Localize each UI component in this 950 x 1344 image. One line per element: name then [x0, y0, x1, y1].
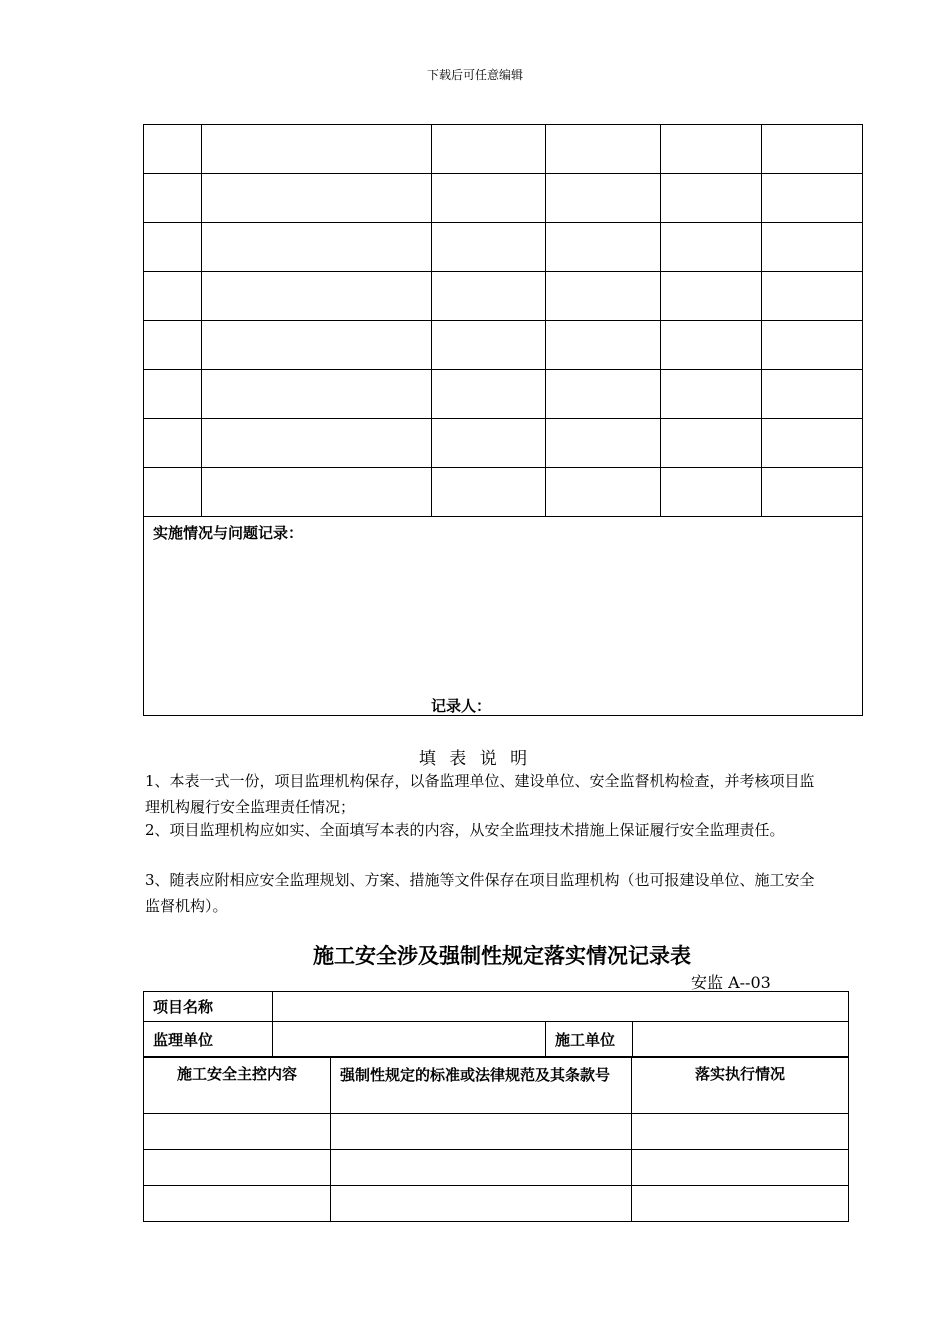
table-cell[interactable]	[661, 223, 762, 272]
header-note: 下载后可任意编辑	[426, 68, 523, 82]
table-cell[interactable]	[202, 223, 432, 272]
table-cell[interactable]	[144, 1186, 331, 1222]
construction-unit-field[interactable]	[633, 1022, 849, 1057]
notes-label: 实施情况与问题记录：	[153, 524, 304, 542]
table-cell[interactable]	[144, 174, 202, 223]
project-info-table	[143, 991, 849, 1057]
table-row	[144, 1114, 849, 1150]
table-cell[interactable]	[202, 272, 432, 321]
table-cell[interactable]	[546, 321, 661, 370]
table-cell[interactable]	[202, 370, 432, 419]
table-cell[interactable]	[661, 370, 762, 419]
table-cell[interactable]	[331, 1150, 632, 1186]
instruction-item-2: 2、项目监理机构应如实、全面填写本表的内容，从安全监理技术措施上保证履行安全监理责任。	[145, 821, 785, 839]
table-cell[interactable]	[432, 370, 546, 419]
instruction-item-3: 3、随表应附相应安全监理规划、方案、措施等文件保存在项目监理机构（也可报建设单位、施工安全监督机构）。	[145, 871, 815, 915]
table-row	[144, 1186, 849, 1222]
table-cell[interactable]	[762, 419, 863, 468]
table-cell[interactable]	[762, 174, 863, 223]
table-cell[interactable]	[432, 174, 546, 223]
project-name-field[interactable]	[273, 992, 849, 1022]
table-row	[144, 468, 863, 517]
construction-unit-label: 施工单位	[546, 1022, 633, 1057]
table-cell[interactable]	[661, 174, 762, 223]
table-row	[144, 370, 863, 419]
control-items-table	[143, 1057, 849, 1222]
form-code: 安监 A--03	[691, 973, 771, 992]
table-cell[interactable]	[546, 370, 661, 419]
table-cell[interactable]	[762, 321, 863, 370]
notes-cell[interactable]	[144, 517, 863, 716]
table-cell[interactable]	[632, 1150, 849, 1186]
table-row	[144, 223, 863, 272]
table-cell[interactable]	[432, 321, 546, 370]
table-cell[interactable]	[762, 272, 863, 321]
table-cell[interactable]	[432, 419, 546, 468]
table-cell[interactable]	[432, 125, 546, 174]
table-cell[interactable]	[546, 125, 661, 174]
table-cell[interactable]	[144, 1114, 331, 1150]
table-cell[interactable]	[144, 321, 202, 370]
record-table	[143, 124, 863, 716]
table-cell[interactable]	[202, 174, 432, 223]
table-cell[interactable]	[546, 272, 661, 321]
table-cell[interactable]	[202, 468, 432, 517]
table-cell[interactable]	[144, 223, 202, 272]
table-cell[interactable]	[661, 125, 762, 174]
column-header-control-content: 施工安全主控内容	[144, 1058, 331, 1114]
instruction-item-1: 1、本表一式一份，项目监理机构保存，以备监理单位、建设单位、安全监督机构检查，并考核项目监理机构履行安全监理责任情况；	[145, 772, 815, 816]
table-cell[interactable]	[202, 321, 432, 370]
table-cell[interactable]	[661, 272, 762, 321]
table-row	[144, 125, 863, 174]
table-cell[interactable]	[762, 468, 863, 517]
table-cell[interactable]	[144, 1150, 331, 1186]
table-cell[interactable]	[661, 321, 762, 370]
table-cell[interactable]	[144, 468, 202, 517]
table-row	[144, 272, 863, 321]
table-cell[interactable]	[432, 272, 546, 321]
supervision-unit-field[interactable]	[273, 1022, 546, 1057]
table-cell[interactable]	[432, 468, 546, 517]
table-row	[144, 1150, 849, 1186]
table-cell[interactable]	[202, 419, 432, 468]
table-cell[interactable]	[632, 1186, 849, 1222]
table-row	[144, 174, 863, 223]
table-cell[interactable]	[546, 468, 661, 517]
table-cell[interactable]	[144, 125, 202, 174]
recorder-label: 记录人：	[431, 697, 492, 715]
table-cell[interactable]	[661, 468, 762, 517]
form-title: 施工安全涉及强制性规定落实情况记录表	[313, 943, 691, 968]
table-cell[interactable]	[762, 223, 863, 272]
table-cell[interactable]	[762, 125, 863, 174]
table-row	[144, 419, 863, 468]
table-cell[interactable]	[144, 370, 202, 419]
table-cell[interactable]	[546, 419, 661, 468]
table-cell[interactable]	[546, 223, 661, 272]
supervision-unit-label: 监理单位	[144, 1022, 273, 1057]
table-cell[interactable]	[632, 1114, 849, 1150]
table-row	[144, 321, 863, 370]
table-cell[interactable]	[331, 1186, 632, 1222]
table-cell[interactable]	[661, 419, 762, 468]
table-cell[interactable]	[432, 223, 546, 272]
column-header-implementation: 落实执行情况	[632, 1058, 849, 1114]
column-header-standard: 强制性规定的标准或法律规范及其条款号	[331, 1058, 632, 1114]
table-cell[interactable]	[144, 272, 202, 321]
table-cell[interactable]	[331, 1114, 632, 1150]
table-cell[interactable]	[144, 419, 202, 468]
table-cell[interactable]	[202, 125, 432, 174]
table-cell[interactable]	[546, 174, 661, 223]
instructions-title: 填 表 说 明	[418, 749, 532, 769]
project-name-label: 项目名称	[144, 992, 273, 1022]
table-cell[interactable]	[762, 370, 863, 419]
